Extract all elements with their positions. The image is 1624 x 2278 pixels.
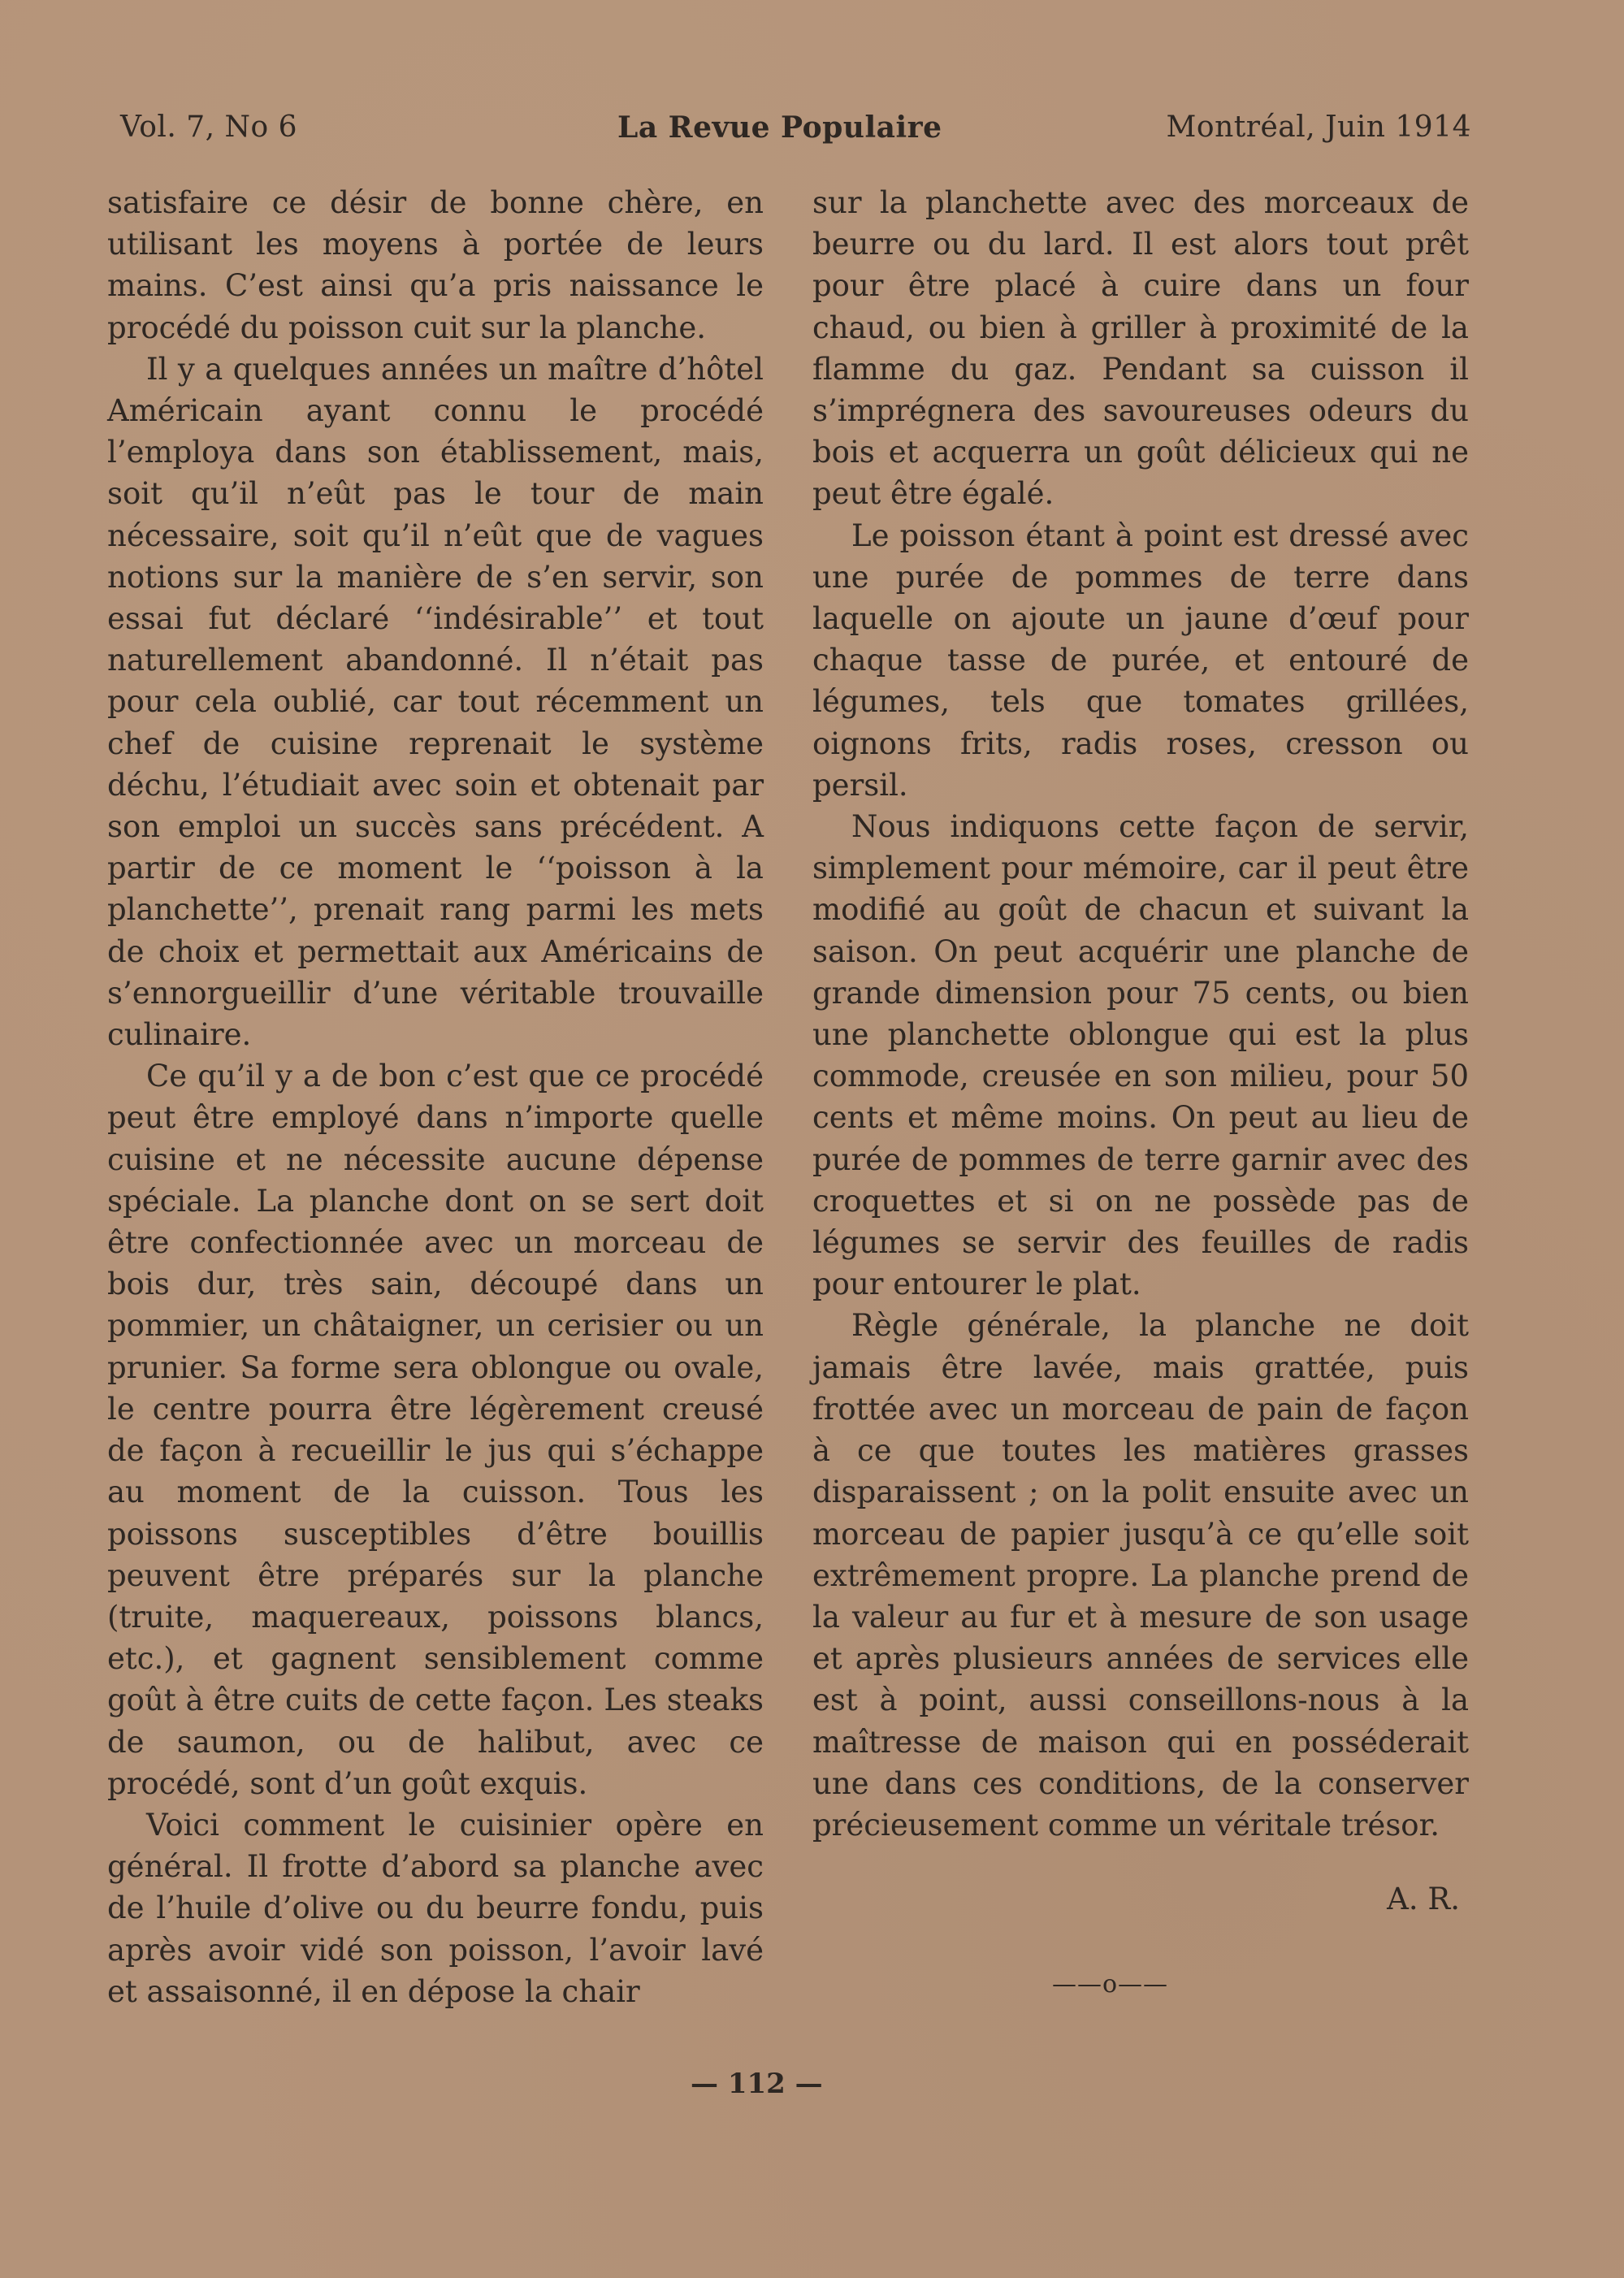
- paragraph: Voici comment le cuisinier opère en général. Il frotte d’abord sa planche avec de l’huile d’olive ou du beurre fondu, puis après avoir vidé son poisson, l’avoir lavé et assaisonné, il en dépose la chair: [107, 1807, 764, 2009]
- author-signature: A. R.: [1387, 1882, 1460, 1916]
- place-date: Montréal, Juin 1914: [1166, 110, 1471, 144]
- section-ornament: ——o——: [1052, 1970, 1169, 1999]
- paragraph: Règle générale, la planche ne doit jamais être lavée, mais grattée, puis frottée avec un morceau de pain de façon à ce que toutes les matières grasses disparaissent ; on la polit ensuite avec un morceau de papier jusqu’à ce qu’elle soit extrêmement propre. La planche prend de la valeur au fur et à mesure de son usage et après plusieurs années de services elle est à point, aussi conseillons-nous à la maîtresse de maison qui en posséderait une dans ces conditions, de la conserver précieusement comme un véritale trésor.: [812, 1308, 1469, 1843]
- left-column: [107, 182, 764, 2012]
- paragraph: Ce qu’il y a de bon c’est que ce procédé peut être employé dans n’importe quelle cuisine et ne nécessite aucune dépense spéciale. La planche dont on se sert doit être confectionnée avec un morceau de bois dur, très sain, découpé dans un pommier, un châtaigner, un cerisier ou un prunier. Sa forme sera oblongue ou ovale, le centre pourra être légèrement creusé de façon à recueillir le jus qui s’échappe au moment de la cuisson. Tous les poissons susceptibles d’être bouillis peuvent être préparés sur la planche (truite, maquereaux, poissons blancs, etc.), et gagnent sensiblement comme goût à être cuits de cette façon. Les steaks de saumon, ou de halibut, avec ce procédé, sont d’un goût exquis.: [107, 1059, 764, 1801]
- magazine-title: La Revue Populaire: [617, 110, 942, 145]
- paragraph: Il y a quelques années un maître d’hôtel Américain ayant connu le procédé l’employa dans son établissement, mais, soit qu’il n’eût pas le tour de main nécessaire, soit qu’il n’eût que de vagues notions sur la manière de s’en servir, son essai fut déclaré ‘‘indésirable’’ et tout naturellement abandonné. Il n’était pas pour cela oublié, car tout récemment un chef de cuisine reprenait le système déchu, l’étudiait avec soin et obtenait par son emploi un succès sans précédent. A partir de ce moment le ‘‘poisson à la planchette’’, prenait rang parmi les mets de choix et permettait aux Américains de s’ennorgueillir d’une véritable trouvaille culinaire.: [107, 351, 764, 1053]
- paragraph: Nous indiquons cette façon de servir, simplement pour mémoire, car il peut être modifié au goût de chacun et suivant la saison. On peut acquérir une planche de grande dimension pour 75 cents, ou bien une planchette oblongue qui est la plus commode, creusée en son milieu, pour 50 cents et même moins. On peut au lieu de purée de pommes de terre garnir avec des croquettes et si on ne possède pas de légumes se servir des feuilles de radis pour entourer le plat.: [812, 809, 1469, 1302]
- paragraph: satisfaire ce désir de bonne chère, en utilisant les moyens à portée de leurs mains. C’est ainsi qu’a pris naissance le procédé du poisson cuit sur la planche.: [107, 185, 764, 345]
- volume-issue: Vol. 7, No 6: [120, 110, 298, 144]
- running-header: [120, 110, 1471, 159]
- page-number: — 112 —: [691, 2068, 823, 2100]
- paragraph: Le poisson étant à point est dressé avec une purée de pommes de terre dans laquelle on ajoute un jaune d’œuf pour chaque tasse de purée, et entouré de légumes, tels que tomates grillées, oignons frits, radis roses, cresson ou persil.: [812, 518, 1469, 803]
- paragraph: sur la planchette avec des morceaux de beurre ou du lard. Il est alors tout prêt pour être placé à cuire dans un four chaud, ou bien à griller à proximité de la flamme du gaz. Pendant sa cuisson il s’imprégnera des savoureuses odeurs du bois et acquerra un goût délicieux qui ne peut être égalé.: [812, 185, 1469, 512]
- right-column: [812, 182, 1469, 1846]
